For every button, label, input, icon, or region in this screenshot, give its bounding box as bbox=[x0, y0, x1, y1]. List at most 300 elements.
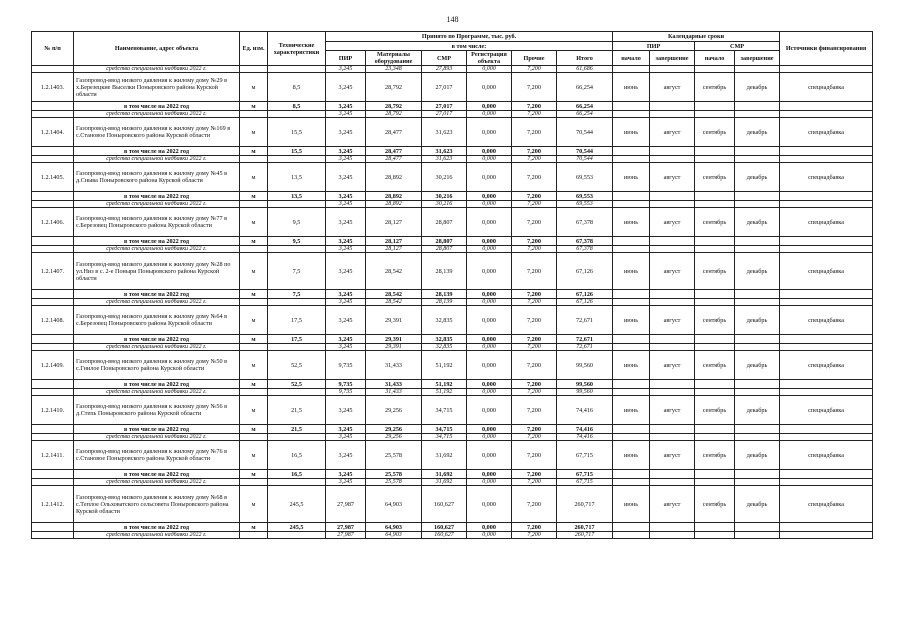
object-pir: 3,245 bbox=[326, 208, 366, 237]
object-registration: 0,000 bbox=[467, 486, 512, 523]
spec-other: 7,200 bbox=[512, 111, 557, 118]
object-registration: 0,000 bbox=[467, 73, 512, 102]
subtotal-tech: 245,5 bbox=[268, 523, 326, 532]
spec-registration: 0,000 bbox=[467, 344, 512, 351]
object-registration: 0,000 bbox=[467, 118, 512, 147]
spec-pir: 3,245 bbox=[326, 66, 366, 73]
object-name: Газопровод-ввод низкого давления к жилому дому №68 в с.Теплое Ольховатского сельсовета Поныровского района Курской области bbox=[74, 486, 240, 523]
subtotal-materials: 28,892 bbox=[366, 192, 422, 201]
spec-smr: 27,017 bbox=[422, 111, 467, 118]
object-pir: 3,245 bbox=[326, 396, 366, 425]
object-source: спецнадбавка bbox=[780, 306, 873, 335]
subtotal-tech: 9,5 bbox=[268, 237, 326, 246]
subtotal-tech: 52,5 bbox=[268, 380, 326, 389]
spec-total: 61,686 bbox=[557, 66, 613, 73]
special-allowance-row bbox=[32, 111, 873, 118]
subtotal-total: 67,126 bbox=[557, 290, 613, 299]
spec-total: 70,544 bbox=[557, 156, 613, 163]
object-materials: 29,391 bbox=[366, 306, 422, 335]
special-allowance-row bbox=[32, 246, 873, 253]
special-allowance-row bbox=[32, 532, 873, 539]
special-allowance-row bbox=[32, 156, 873, 163]
object-smr: 51,192 bbox=[422, 351, 467, 380]
special-allowance-row bbox=[32, 389, 873, 396]
spec-other: 7,200 bbox=[512, 344, 557, 351]
year-subtotal-row bbox=[32, 102, 873, 111]
object-number: 1.2.1405. bbox=[32, 163, 74, 192]
object-pir-start: июнь bbox=[613, 73, 650, 102]
object-materials: 28,127 bbox=[366, 208, 422, 237]
special-allowance-row bbox=[32, 201, 873, 208]
object-pir: 3,245 bbox=[326, 253, 366, 290]
spec-label: средства специальной надбавки 2022 г. bbox=[74, 156, 240, 163]
subtotal-smr: 51,192 bbox=[422, 380, 467, 389]
object-tech: 8,5 bbox=[268, 73, 326, 102]
spec-registration: 0,000 bbox=[467, 299, 512, 306]
object-tech: 52,5 bbox=[268, 351, 326, 380]
spec-label: средства специальной надбавки 2022 г. bbox=[74, 344, 240, 351]
year-subtotal-row bbox=[32, 290, 873, 299]
spec-label: средства специальной надбавки 2022 г. bbox=[74, 111, 240, 118]
subtotal-other: 7,200 bbox=[512, 147, 557, 156]
header-smr-end: завершение bbox=[735, 51, 780, 66]
object-row bbox=[32, 441, 873, 470]
subtotal-materials: 31,433 bbox=[366, 380, 422, 389]
subtotal-unit: м bbox=[240, 290, 268, 299]
spec-total: 260,717 bbox=[557, 532, 613, 539]
object-other: 7,200 bbox=[512, 351, 557, 380]
object-pir-start: июнь bbox=[613, 118, 650, 147]
object-pir-start: июнь bbox=[613, 351, 650, 380]
special-allowance-row bbox=[32, 479, 873, 486]
spec-registration: 0,000 bbox=[467, 66, 512, 73]
object-unit: м bbox=[240, 441, 268, 470]
subtotal-pir: 3,245 bbox=[326, 470, 366, 479]
spec-label: средства специальной надбавки 2022 г. bbox=[74, 532, 240, 539]
object-smr-start: сентябрь bbox=[695, 118, 735, 147]
subtotal-total: 69,553 bbox=[557, 192, 613, 201]
spec-total: 74,416 bbox=[557, 434, 613, 441]
object-total: 74,416 bbox=[557, 396, 613, 425]
header-source: Источники финансирования bbox=[780, 32, 873, 66]
object-row bbox=[32, 253, 873, 290]
object-other: 7,200 bbox=[512, 163, 557, 192]
subtotal-pir: 3,245 bbox=[326, 425, 366, 434]
object-materials: 28,792 bbox=[366, 73, 422, 102]
spec-other: 7,200 bbox=[512, 434, 557, 441]
object-tech: 16,5 bbox=[268, 441, 326, 470]
object-registration: 0,000 bbox=[467, 208, 512, 237]
subtotal-unit: м bbox=[240, 523, 268, 532]
object-total: 67,378 bbox=[557, 208, 613, 237]
object-smr: 28,139 bbox=[422, 253, 467, 290]
spec-other: 7,200 bbox=[512, 246, 557, 253]
object-row bbox=[32, 351, 873, 380]
object-smr: 31,623 bbox=[422, 118, 467, 147]
object-materials: 28,892 bbox=[366, 163, 422, 192]
object-pir-end: август bbox=[650, 396, 695, 425]
object-tech: 7,5 bbox=[268, 253, 326, 290]
object-smr-start: сентябрь bbox=[695, 486, 735, 523]
special-allowance-row bbox=[32, 434, 873, 441]
object-source: спецнадбавка bbox=[780, 73, 873, 102]
spec-pir: 3,245 bbox=[326, 434, 366, 441]
object-smr-start: сентябрь bbox=[695, 396, 735, 425]
object-number: 1.2.1407. bbox=[32, 253, 74, 290]
spec-smr: 32,835 bbox=[422, 344, 467, 351]
table-header bbox=[32, 32, 873, 66]
spec-registration: 0,000 bbox=[467, 246, 512, 253]
spec-smr: 31,692 bbox=[422, 479, 467, 486]
spec-label: средства специальной надбавки 2022 г. bbox=[74, 299, 240, 306]
object-smr-start: сентябрь bbox=[695, 351, 735, 380]
object-tech: 9,5 bbox=[268, 208, 326, 237]
subtotal-materials: 28,477 bbox=[366, 147, 422, 156]
object-other: 7,200 bbox=[512, 396, 557, 425]
subtotal-smr: 28,807 bbox=[422, 237, 467, 246]
object-other: 7,200 bbox=[512, 253, 557, 290]
year-subtotal-row bbox=[32, 523, 873, 532]
subtotal-label: в том числе на 2022 год bbox=[74, 147, 240, 156]
object-registration: 0,000 bbox=[467, 396, 512, 425]
object-materials: 25,578 bbox=[366, 441, 422, 470]
object-tech: 17,5 bbox=[268, 306, 326, 335]
year-subtotal-row bbox=[32, 192, 873, 201]
spec-smr: 27,893 bbox=[422, 66, 467, 73]
spec-pir: 3,245 bbox=[326, 299, 366, 306]
subtotal-label: в том числе на 2022 год bbox=[74, 290, 240, 299]
object-smr-start: сентябрь bbox=[695, 253, 735, 290]
special-allowance-row bbox=[32, 344, 873, 351]
spec-materials: 23,348 bbox=[366, 66, 422, 73]
subtotal-registration: 0,000 bbox=[467, 290, 512, 299]
header-pir: ПИР bbox=[326, 51, 366, 66]
header-incl: в том числе: bbox=[326, 42, 613, 51]
subtotal-label: в том числе на 2022 год bbox=[74, 335, 240, 344]
object-name: Газопровод-ввод низкого давления к жилому дому №45 в д.Сныва Поныровского района Курской области bbox=[74, 163, 240, 192]
table-body bbox=[32, 66, 873, 539]
spec-registration: 0,000 bbox=[467, 532, 512, 539]
object-number: 1.2.1410. bbox=[32, 396, 74, 425]
header-cal-smr: СМР bbox=[695, 42, 780, 51]
object-number: 1.2.1411. bbox=[32, 441, 74, 470]
object-pir-end: август bbox=[650, 118, 695, 147]
spec-label: средства специальной надбавки 2022 г. bbox=[74, 479, 240, 486]
spec-label: средства специальной надбавки 2022 г. bbox=[74, 434, 240, 441]
spec-registration: 0,000 bbox=[467, 479, 512, 486]
subtotal-unit: м bbox=[240, 102, 268, 111]
header-registration: Регистрация объекта bbox=[467, 51, 512, 66]
spec-label: средства специальной надбавки 2022 г. bbox=[74, 66, 240, 73]
object-smr-start: сентябрь bbox=[695, 73, 735, 102]
spec-other: 7,200 bbox=[512, 201, 557, 208]
subtotal-smr: 34,715 bbox=[422, 425, 467, 434]
header-unit: Ед. изм. bbox=[240, 32, 268, 66]
year-subtotal-row bbox=[32, 380, 873, 389]
object-tech: 21,5 bbox=[268, 396, 326, 425]
subtotal-unit: м bbox=[240, 192, 268, 201]
object-smr-end: декабрь bbox=[735, 163, 780, 192]
year-subtotal-row bbox=[32, 425, 873, 434]
object-row bbox=[32, 306, 873, 335]
header-other: Прочие bbox=[512, 51, 557, 66]
header-name: Наименование, адрес объекта bbox=[74, 32, 240, 66]
object-pir-end: август bbox=[650, 306, 695, 335]
object-total: 69,553 bbox=[557, 163, 613, 192]
spec-total: 99,560 bbox=[557, 389, 613, 396]
subtotal-tech: 21,5 bbox=[268, 425, 326, 434]
object-pir-end: август bbox=[650, 351, 695, 380]
subtotal-smr: 27,017 bbox=[422, 102, 467, 111]
spec-smr: 34,715 bbox=[422, 434, 467, 441]
subtotal-smr: 28,139 bbox=[422, 290, 467, 299]
object-other: 7,200 bbox=[512, 73, 557, 102]
object-pir-end: август bbox=[650, 441, 695, 470]
subtotal-pir: 3,245 bbox=[326, 290, 366, 299]
subtotal-materials: 25,578 bbox=[366, 470, 422, 479]
subtotal-pir: 9,735 bbox=[326, 380, 366, 389]
object-pir: 27,987 bbox=[326, 486, 366, 523]
object-smr-end: декабрь bbox=[735, 351, 780, 380]
subtotal-registration: 0,000 bbox=[467, 237, 512, 246]
object-registration: 0,000 bbox=[467, 163, 512, 192]
object-other: 7,200 bbox=[512, 208, 557, 237]
spec-materials: 25,578 bbox=[366, 479, 422, 486]
object-registration: 0,000 bbox=[467, 351, 512, 380]
subtotal-smr: 31,692 bbox=[422, 470, 467, 479]
object-total: 66,254 bbox=[557, 73, 613, 102]
subtotal-pir: 3,245 bbox=[326, 192, 366, 201]
spec-registration: 0,000 bbox=[467, 111, 512, 118]
subtotal-pir: 3,245 bbox=[326, 102, 366, 111]
object-smr-end: декабрь bbox=[735, 118, 780, 147]
spec-smr: 28,807 bbox=[422, 246, 467, 253]
spec-pir: 3,245 bbox=[326, 201, 366, 208]
spec-total: 72,671 bbox=[557, 344, 613, 351]
subtotal-registration: 0,000 bbox=[467, 102, 512, 111]
header-pir-start: начало bbox=[613, 51, 650, 66]
object-registration: 0,000 bbox=[467, 441, 512, 470]
object-unit: м bbox=[240, 351, 268, 380]
object-smr: 32,835 bbox=[422, 306, 467, 335]
special-allowance-row bbox=[32, 66, 873, 73]
subtotal-total: 70,544 bbox=[557, 147, 613, 156]
subtotal-tech: 8,5 bbox=[268, 102, 326, 111]
object-source: спецнадбавка bbox=[780, 253, 873, 290]
spec-registration: 0,000 bbox=[467, 389, 512, 396]
spec-registration: 0,000 bbox=[467, 434, 512, 441]
subtotal-label: в том числе на 2022 год bbox=[74, 380, 240, 389]
object-source: спецнадбавка bbox=[780, 441, 873, 470]
object-source: спецнадбавка bbox=[780, 486, 873, 523]
object-row bbox=[32, 73, 873, 102]
object-source: спецнадбавка bbox=[780, 351, 873, 380]
object-tech: 13,5 bbox=[268, 163, 326, 192]
subtotal-total: 260,717 bbox=[557, 523, 613, 532]
object-smr-start: сентябрь bbox=[695, 441, 735, 470]
object-number: 1.2.1412. bbox=[32, 486, 74, 523]
object-number: 1.2.1404. bbox=[32, 118, 74, 147]
object-name: Газопровод-ввод низкого давления к жилому дому №28 по ул.Низ в с. 2-е Поныри Поныровского района Курской области bbox=[74, 253, 240, 290]
object-pir-start: июнь bbox=[613, 396, 650, 425]
spec-total: 66,254 bbox=[557, 111, 613, 118]
spec-pir: 3,245 bbox=[326, 156, 366, 163]
spec-smr: 30,216 bbox=[422, 201, 467, 208]
spec-total: 67,715 bbox=[557, 479, 613, 486]
header-calendar: Календарные сроки bbox=[613, 32, 780, 42]
object-smr-start: сентябрь bbox=[695, 306, 735, 335]
object-smr-end: декабрь bbox=[735, 73, 780, 102]
object-other: 7,200 bbox=[512, 441, 557, 470]
object-total: 260,717 bbox=[557, 486, 613, 523]
subtotal-pir: 3,245 bbox=[326, 147, 366, 156]
object-pir-start: июнь bbox=[613, 253, 650, 290]
spec-other: 7,200 bbox=[512, 479, 557, 486]
subtotal-registration: 0,000 bbox=[467, 380, 512, 389]
spec-materials: 28,477 bbox=[366, 156, 422, 163]
object-row bbox=[32, 396, 873, 425]
header-materials: Материалы оборудование bbox=[366, 51, 422, 66]
object-number: 1.2.1406. bbox=[32, 208, 74, 237]
subtotal-other: 7,200 bbox=[512, 380, 557, 389]
subtotal-unit: м bbox=[240, 470, 268, 479]
program-table bbox=[31, 31, 873, 539]
object-unit: м bbox=[240, 73, 268, 102]
header-pir-end: завершение bbox=[650, 51, 695, 66]
subtotal-label: в том числе на 2022 год bbox=[74, 425, 240, 434]
object-unit: м bbox=[240, 396, 268, 425]
object-unit: м bbox=[240, 306, 268, 335]
object-other: 7,200 bbox=[512, 486, 557, 523]
object-pir-end: август bbox=[650, 253, 695, 290]
year-subtotal-row bbox=[32, 470, 873, 479]
object-name: Газопровод-ввод низкого давления к жилому дому №169 в с.Становое Поныровского района Курской области bbox=[74, 118, 240, 147]
subtotal-unit: м bbox=[240, 425, 268, 434]
subtotal-registration: 0,000 bbox=[467, 192, 512, 201]
subtotal-smr: 32,835 bbox=[422, 335, 467, 344]
object-materials: 28,542 bbox=[366, 253, 422, 290]
subtotal-other: 7,200 bbox=[512, 335, 557, 344]
subtotal-materials: 28,127 bbox=[366, 237, 422, 246]
subtotal-other: 7,200 bbox=[512, 192, 557, 201]
subtotal-smr: 31,623 bbox=[422, 147, 467, 156]
subtotal-other: 7,200 bbox=[512, 425, 557, 434]
subtotal-tech: 15,5 bbox=[268, 147, 326, 156]
subtotal-smr: 30,216 bbox=[422, 192, 467, 201]
object-smr-end: декабрь bbox=[735, 486, 780, 523]
object-smr: 27,017 bbox=[422, 73, 467, 102]
object-other: 7,200 bbox=[512, 118, 557, 147]
subtotal-unit: м bbox=[240, 147, 268, 156]
subtotal-other: 7,200 bbox=[512, 290, 557, 299]
object-smr: 30,216 bbox=[422, 163, 467, 192]
object-unit: м bbox=[240, 163, 268, 192]
object-number: 1.2.1403. bbox=[32, 73, 74, 102]
spec-label: средства специальной надбавки 2022 г. bbox=[74, 201, 240, 208]
object-source: спецнадбавка bbox=[780, 208, 873, 237]
object-name: Газопровод-ввод низкого давления к жилому дому №29 в х.Березецкие Выселки Поныровского района Курской области bbox=[74, 73, 240, 102]
spec-other: 7,200 bbox=[512, 156, 557, 163]
spec-smr: 51,192 bbox=[422, 389, 467, 396]
subtotal-tech: 13,5 bbox=[268, 192, 326, 201]
spec-pir: 9,735 bbox=[326, 389, 366, 396]
subtotal-other: 7,200 bbox=[512, 237, 557, 246]
subtotal-label: в том числе на 2022 год bbox=[74, 237, 240, 246]
object-pir-end: август bbox=[650, 208, 695, 237]
object-materials: 64,903 bbox=[366, 486, 422, 523]
spec-pir: 3,245 bbox=[326, 111, 366, 118]
object-pir-end: август bbox=[650, 486, 695, 523]
object-tech: 245,5 bbox=[268, 486, 326, 523]
object-smr-end: декабрь bbox=[735, 208, 780, 237]
object-row bbox=[32, 208, 873, 237]
subtotal-registration: 0,000 bbox=[467, 335, 512, 344]
subtotal-other: 7,200 bbox=[512, 523, 557, 532]
object-smr: 28,807 bbox=[422, 208, 467, 237]
subtotal-materials: 64,903 bbox=[366, 523, 422, 532]
spec-other: 7,200 bbox=[512, 66, 557, 73]
subtotal-materials: 29,391 bbox=[366, 335, 422, 344]
object-total: 72,671 bbox=[557, 306, 613, 335]
spec-materials: 64,903 bbox=[366, 532, 422, 539]
object-pir-start: июнь bbox=[613, 208, 650, 237]
spec-registration: 0,000 bbox=[467, 201, 512, 208]
spec-smr: 160,627 bbox=[422, 532, 467, 539]
subtotal-unit: м bbox=[240, 237, 268, 246]
object-source: спецнадбавка bbox=[780, 396, 873, 425]
object-smr-end: декабрь bbox=[735, 441, 780, 470]
object-pir: 3,245 bbox=[326, 73, 366, 102]
object-pir-end: август bbox=[650, 163, 695, 192]
subtotal-total: 66,254 bbox=[557, 102, 613, 111]
spec-total: 69,553 bbox=[557, 201, 613, 208]
object-registration: 0,000 bbox=[467, 253, 512, 290]
object-pir: 3,245 bbox=[326, 441, 366, 470]
object-pir: 3,245 bbox=[326, 163, 366, 192]
spec-registration: 0,000 bbox=[467, 156, 512, 163]
object-smr-start: сентябрь bbox=[695, 208, 735, 237]
object-name: Газопровод-ввод низкого давления к жилому дому №64 в с.Березовец Поныровского района Курской области bbox=[74, 306, 240, 335]
subtotal-materials: 28,542 bbox=[366, 290, 422, 299]
subtotal-total: 99,560 bbox=[557, 380, 613, 389]
object-smr: 160,627 bbox=[422, 486, 467, 523]
object-pir-start: июнь bbox=[613, 486, 650, 523]
object-row bbox=[32, 118, 873, 147]
subtotal-tech: 17,5 bbox=[268, 335, 326, 344]
object-materials: 31,433 bbox=[366, 351, 422, 380]
object-pir-end: август bbox=[650, 73, 695, 102]
object-pir: 3,245 bbox=[326, 118, 366, 147]
object-name: Газопровод-ввод низкого давления к жилому дому №50 в с.Гнилое Поныровского района Курской области bbox=[74, 351, 240, 380]
subtotal-total: 74,416 bbox=[557, 425, 613, 434]
subtotal-tech: 7,5 bbox=[268, 290, 326, 299]
header-tech: Технические характеристики bbox=[268, 32, 326, 66]
subtotal-other: 7,200 bbox=[512, 470, 557, 479]
object-row bbox=[32, 163, 873, 192]
year-subtotal-row bbox=[32, 335, 873, 344]
subtotal-registration: 0,000 bbox=[467, 523, 512, 532]
object-registration: 0,000 bbox=[467, 306, 512, 335]
subtotal-label: в том числе на 2022 год bbox=[74, 470, 240, 479]
subtotal-label: в том числе на 2022 год bbox=[74, 192, 240, 201]
spec-materials: 29,256 bbox=[366, 434, 422, 441]
object-pir: 9,735 bbox=[326, 351, 366, 380]
object-pir-start: июнь bbox=[613, 306, 650, 335]
object-unit: м bbox=[240, 208, 268, 237]
header-smr-start: начало bbox=[695, 51, 735, 66]
object-smr: 31,692 bbox=[422, 441, 467, 470]
object-unit: м bbox=[240, 253, 268, 290]
